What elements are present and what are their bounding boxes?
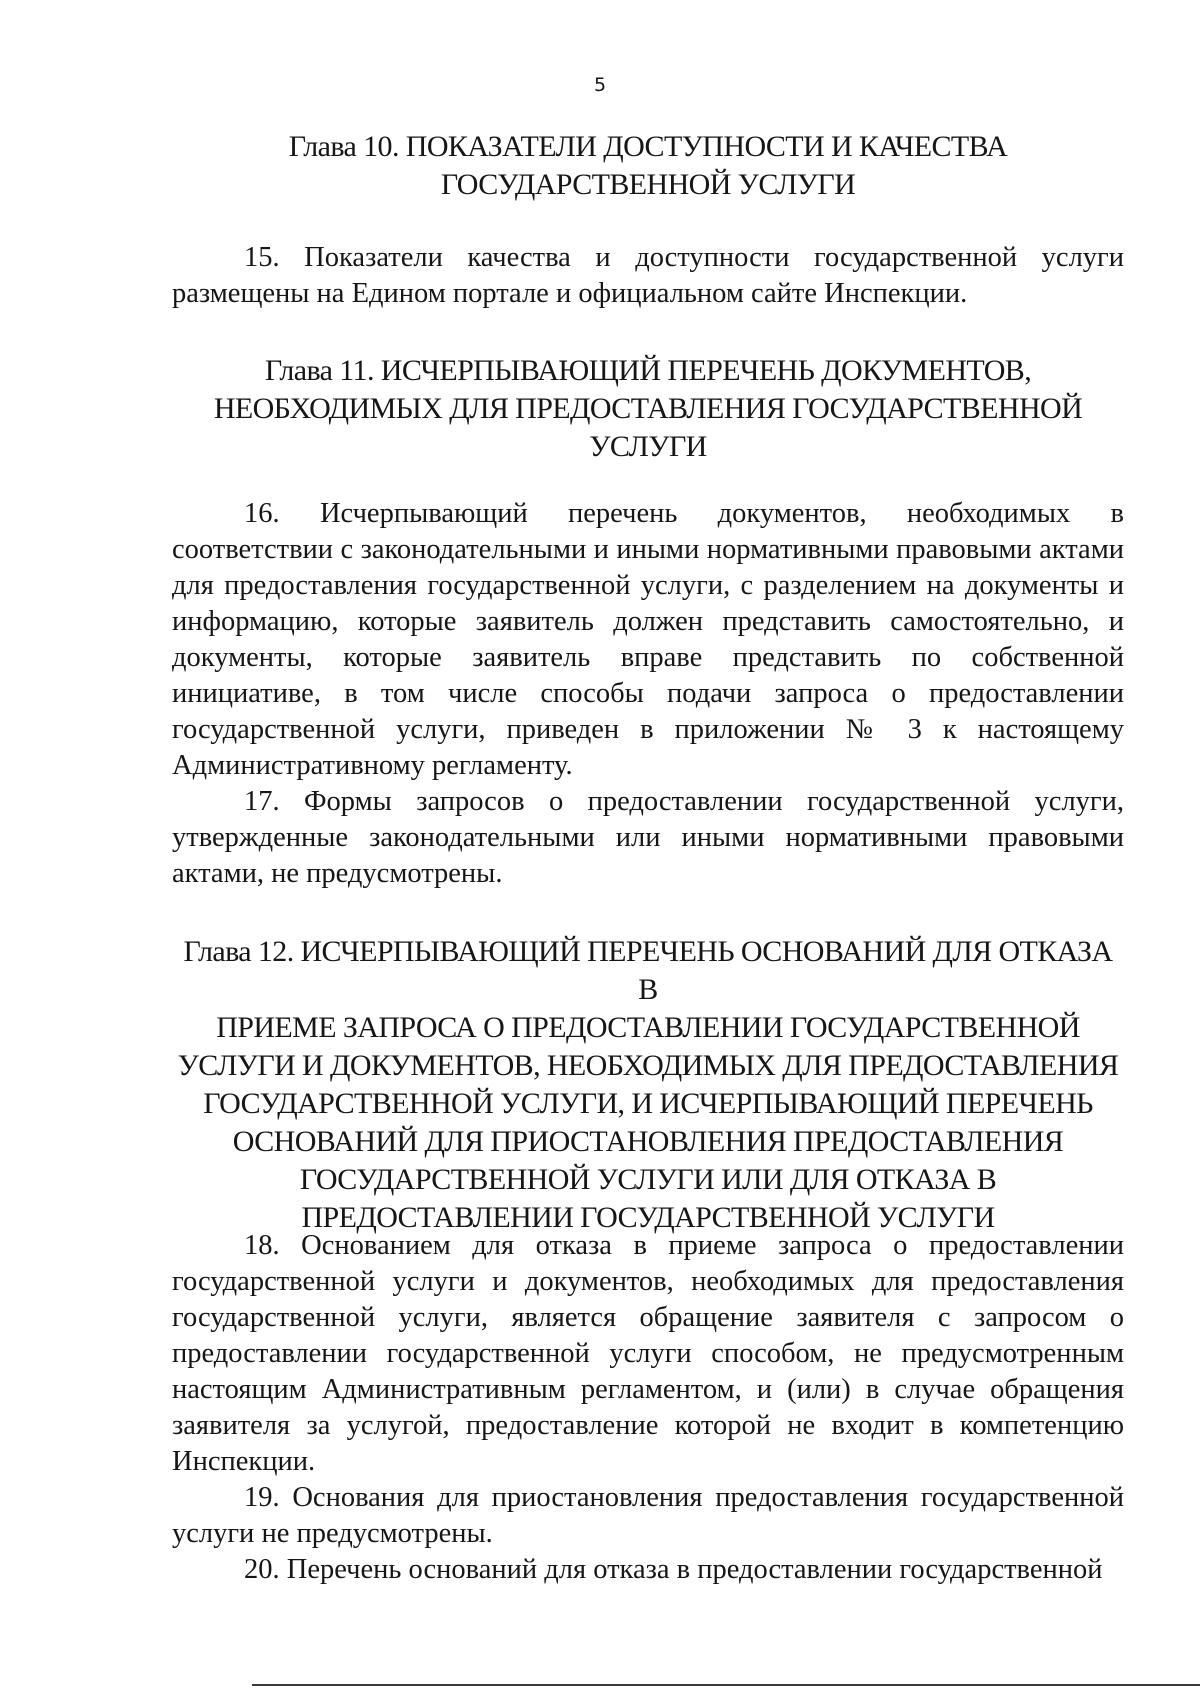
chapter-10-heading [172,128,1124,204]
chapter-11-heading-line: НЕОБХОДИМЫХ ДЛЯ ПРЕДОСТАВЛЕНИЯ ГОСУДАРСТВЕННОЙ [213,392,1083,425]
paragraph-16-text: 16. Исчерпывающий перечень документов, необходимых в соответствии с законодательными и иными нормативными правовыми актами для предоставления государственной услуги, с разделением на документы и информацию, которые заявитель должен представить самостоятельно, и документы, которые заявитель вправе представить по собственной инициативе, в том числе способы подачи запроса о предоставлении государственной услуги, приведен в приложении № 3 к настоящему Административному регламенту. [172,498,1124,781]
chapter-12-heading-line: ОСНОВАНИЙ ДЛЯ ПРИОСТАНОВЛЕНИЯ ПРЕДОСТАВЛЕНИЯ [232,1125,1064,1158]
chapter-12-heading-line: Глава 12. ИСЧЕРПЫВАЮЩИЙ ПЕРЕЧЕНЬ ОСНОВАНИЙ ДЛЯ ОТКАЗА В [183,935,1113,1006]
chapter-12-heading-line: ПРЕДОСТАВЛЕНИИ ГОСУДАРСТВЕННОЙ УСЛУГИ [301,1201,995,1234]
chapter-10-heading-line: ГОСУДАРСТВЕННОЙ УСЛУГИ [440,168,856,201]
chapter-11-heading-line: УСЛУГИ [589,430,707,463]
paragraph-19 [172,1480,1124,1552]
paragraph-15-text: 15. Показатели качества и доступности государственной услуги размещены на Едином портале и официальном сайте Инспекции. [172,242,1124,309]
paragraph-17-text: 17. Формы запросов о предоставлении государственной услуги, утвержденные законодательными или иными нормативными правовыми актами, не предусмотрены. [172,786,1124,889]
paragraph-20 [172,1552,1124,1588]
paragraph-20-text: 20. Перечень оснований для отказа в предоставлении государственной [244,1554,1103,1585]
paragraph-15 [172,240,1124,312]
paragraph-18-text: 18. Основанием для отказа в приеме запроса о предоставлении государственной услуги и документов, необходимых для предоставления государственной услуги, является обращение заявителя с запросом о предоставлении государственной услуги способом, не предусмотренным настоящим Административным регламентом, и (или) в случае обращения заявителя за услугой, предоставление которой не входит в компетенцию Инспекции. [172,1230,1124,1477]
chapter-12-heading-line: ГОСУДАРСТВЕННОЙ УСЛУГИ ИЛИ ДЛЯ ОТКАЗА В [299,1163,997,1196]
chapter-11-heading-line: Глава 11. ИСЧЕРПЫВАЮЩИЙ ПЕРЕЧЕНЬ ДОКУМЕНТОВ, [264,354,1032,387]
chapter-12-heading-line: УСЛУГИ И ДОКУМЕНТОВ, НЕОБХОДИМЫХ ДЛЯ ПРЕДОСТАВЛЕНИЯ [177,1049,1119,1082]
chapter-11-heading [172,352,1124,466]
paragraph-17 [172,784,1124,892]
chapter-10-heading-line: Глава 10. ПОКАЗАТЕЛИ ДОСТУПНОСТИ И КАЧЕСТВА [288,130,1008,163]
chapter-12-heading [172,933,1124,1237]
chapter-12-heading-line: ГОСУДАРСТВЕННОЙ УСЛУГИ, И ИСЧЕРПЫВАЮЩИЙ ПЕРЕЧЕНЬ [203,1087,1093,1120]
paragraph-19-text: 19. Основания для приостановления предоставления государственной услуги не предусмотрены. [172,1482,1124,1549]
paragraph-16 [172,496,1124,784]
chapter-12-heading-line: ПРИЕМЕ ЗАПРОСА О ПРЕДОСТАВЛЕНИИ ГОСУДАРСТВЕННОЙ [216,1011,1080,1044]
page-number: 5 [593,74,607,96]
bottom-divider [252,1684,1200,1686]
paragraph-18 [172,1228,1124,1480]
